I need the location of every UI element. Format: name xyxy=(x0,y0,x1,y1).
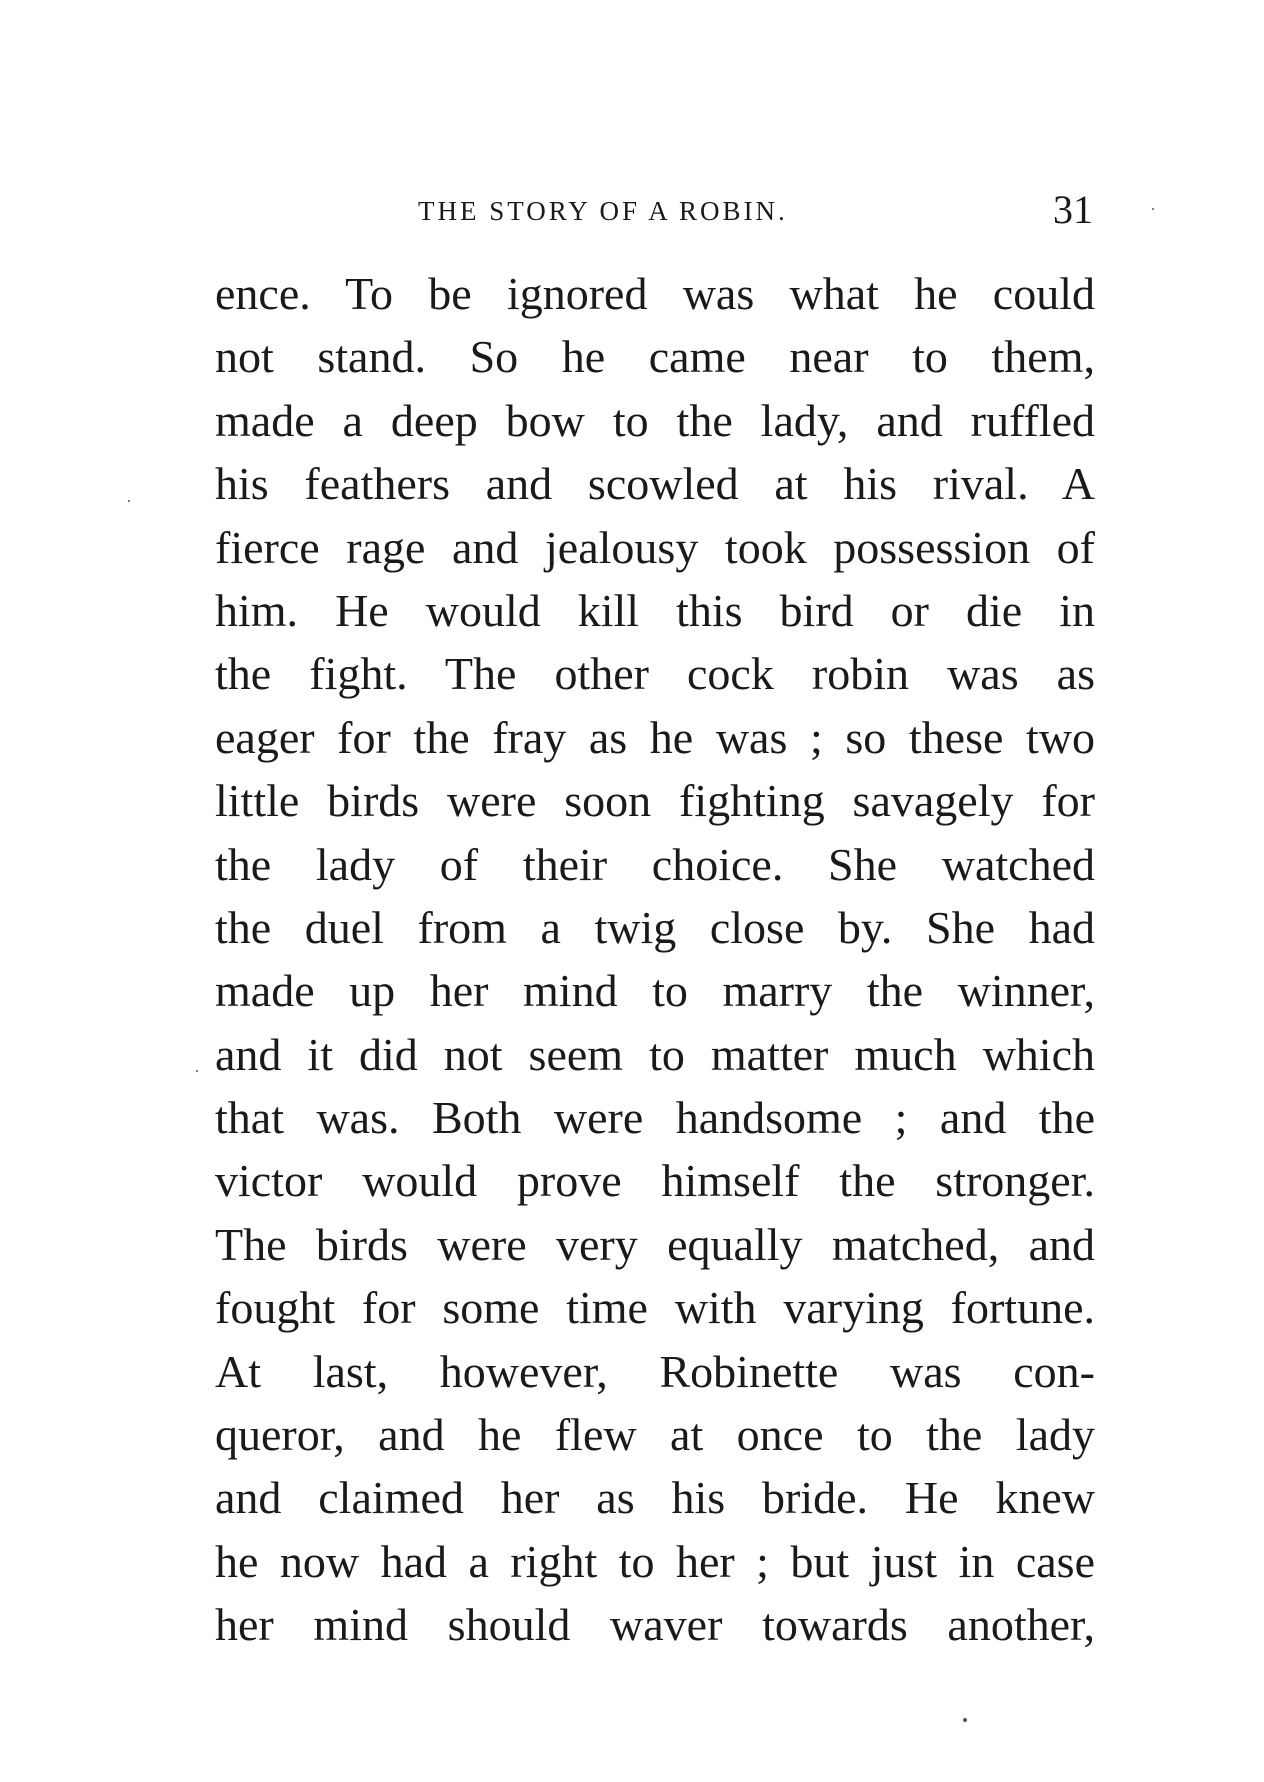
text-line: made a deep bow to the lady, and ruffled xyxy=(215,394,1095,446)
text-line: little birds were soon fighting savagely for xyxy=(215,775,1095,827)
paper-speck xyxy=(128,500,130,502)
text-line: the duel from a twig close by. She had xyxy=(215,901,1095,953)
text-line: fierce rage and jealousy took possession of xyxy=(215,521,1095,573)
text-line: and claimed her as his bride. He knew xyxy=(215,1472,1095,1524)
body-text xyxy=(215,262,1095,1657)
text-line: that was. Both were handsome ; and the xyxy=(215,1092,1095,1144)
text-line: The birds were very equally matched, and xyxy=(215,1218,1095,1270)
running-title: THE STORY OF A ROBIN. xyxy=(418,196,788,226)
running-header xyxy=(215,186,1095,236)
text-line: fought for some time with varying fortune. xyxy=(215,1282,1095,1334)
paper-speck xyxy=(963,1718,967,1722)
text-line: eager for the fray as he was ; so these two xyxy=(215,711,1095,763)
text-line: victor would prove himself the stronger. xyxy=(215,1155,1095,1207)
page-number: 31 xyxy=(1053,187,1093,232)
paper-speck xyxy=(1152,208,1154,210)
text-line: At last, however, Robinette was con- xyxy=(215,1345,1095,1397)
text-line: not stand. So he came near to them, xyxy=(215,331,1095,383)
text-line: he now had a right to her ; but just in case xyxy=(215,1535,1095,1587)
text-line: him. He would kill this bird or die in xyxy=(215,584,1095,636)
text-line: ence. To be ignored was what he could xyxy=(215,268,1095,319)
text-line: the fight. The other cock robin was as xyxy=(215,648,1095,700)
text-line: the lady of their choice. She watched xyxy=(215,838,1095,890)
text-line: and it did not seem to matter much which xyxy=(215,1028,1095,1080)
text-line: his feathers and scowled at his rival. A xyxy=(215,458,1095,510)
text-line: her mind should waver towards another, xyxy=(215,1599,1095,1651)
text-line: made up her mind to marry the winner, xyxy=(215,965,1095,1017)
paper-speck xyxy=(196,1070,198,1072)
text-line: queror, and he flew at once to the lady xyxy=(215,1409,1095,1461)
